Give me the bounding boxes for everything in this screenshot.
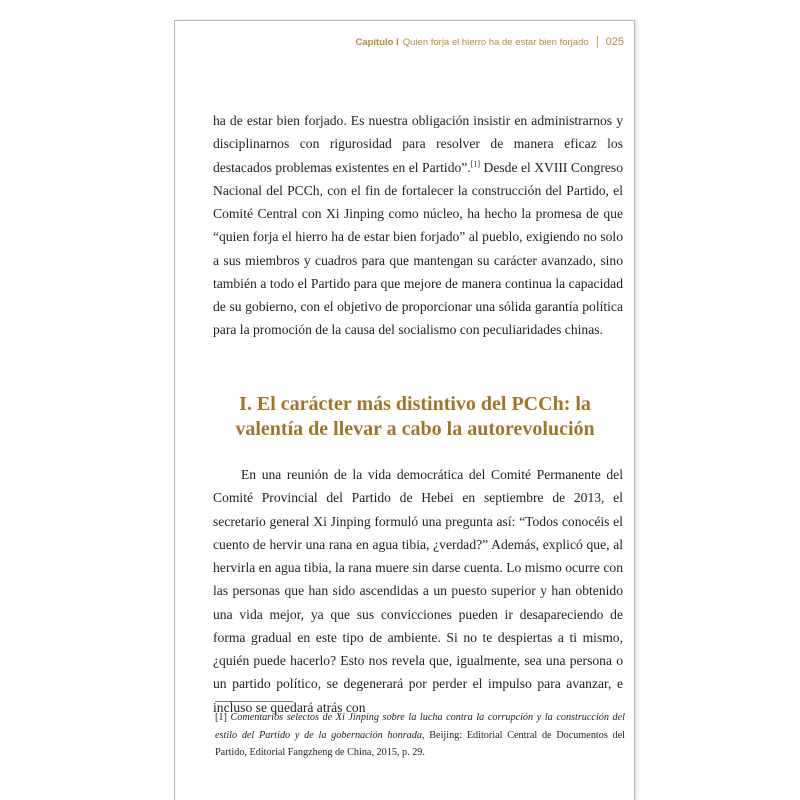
paragraph-text: Desde el XVIII Congreso Nacional del PCCh, con el fin de fortalecer la construcción del Partido, el Comité Central con Xi Jinping como núcleo, ha hecho la promesa de que “quien forja el hierro ha de estar bien forjado” al pueblo, exigiendo no solo a sus miembros y cuadros para que mantengan su carácter avanzado, sino también a todo el Partido para que mejore de manera continua la capacidad de su gobierno, con el objetivo de proporcionar una sólida garantía política para la promoción de la causa del socialismo con peculiaridades chinas. [213,159,623,338]
paragraph: En una reunión de la vida democrática del Comité Permanente del Comité Provincial del Partido de Hebei en septiembre de 2013, el secretario general Xi Jinping formuló una pregunta así: “Todos conocéis el cuento de hervir una rana en agua tibia, ¿verdad?” Además, explicó que, al hervirla en agua tibia, la rana muere sin darse cuenta. Lo mismo ocurre con las personas que han sido ascendidas a un puesto superior y han obtenido una vida mejor, ya que sus convicciones pueden ir desapareciendo de forma gradual en este tipo de ambiente. Si no te despiertas a ti mismo, ¿quién puede hacerlo? Esto nos revela que, igualmente, sea una persona o un partido político, se degenerará por perder el impulso para avanzar, e incluso se quedará atrás con [213,467,623,715]
header-divider [597,36,598,48]
footnote-divider [215,701,293,702]
section-heading-line: valentía de llevar a cabo la autorevolución [235,418,595,440]
footnote-reference: [1] [470,158,481,168]
footnote-title: Comentarios selectos de Xi Jinping sobre la lucha contra la corrupción y la construcción del estilo del Partido y de la gobernación honrada [215,712,625,741]
chapter-title: Quien forja el hierro ha de estar bien forjado [402,36,589,48]
footnote-marker: [1] [215,712,231,723]
section-heading [195,392,635,442]
paragraph-text: ha de estar bien forjado. Es nuestra obligación insistir en administrarnos y disciplinarnos con rigurosidad para resolver de manera eficaz los destacados problemas existentes en el Partido”. [213,113,623,175]
page-number: 025 [605,36,624,48]
footnote-source: , Beijing: Editorial Central de Documentos del Partido, Editorial Fangzheng de China, 2015, p. 29. [215,729,626,758]
section-heading-line: I. El carácter más distintivo del PCCh: la [239,393,591,415]
chapter-label: Capítulo I [355,36,399,48]
paragraph-continued [213,109,623,342]
footnote [215,709,625,762]
running-header [355,36,624,48]
book-page [174,20,635,800]
